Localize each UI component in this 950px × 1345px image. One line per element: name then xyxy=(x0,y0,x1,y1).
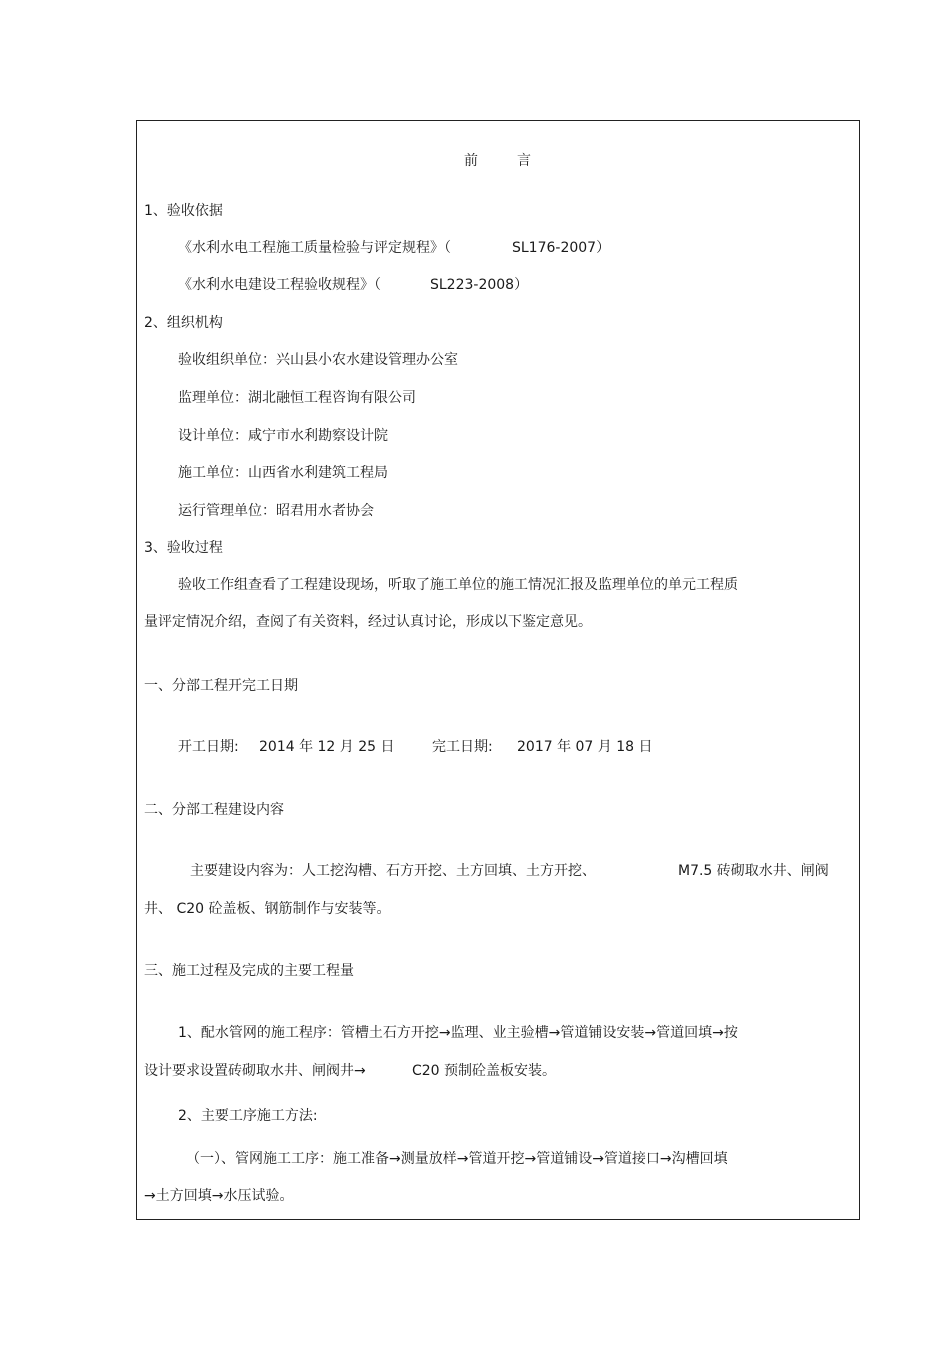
item-1-line-2b: C20 预制砼盖板安装。 xyxy=(412,1063,557,1079)
org-acceptance-unit: 验收组织单位：兴山县小农水建设管理办公室 xyxy=(178,352,458,368)
section-2-heading: 2、组织机构 xyxy=(144,315,223,331)
reference-1-code: SL176-2007） xyxy=(512,240,611,256)
org-construction-unit: 施工单位：山西省水利建筑工程局 xyxy=(178,465,388,481)
section-1-heading: 1、验收依据 xyxy=(144,203,223,219)
item-1-line-1: 1、配水管网的施工程序：管槽土石方开挖→监理、业主验槽→管道铺设安装→管道回填→按 xyxy=(178,1025,738,1041)
part-3-heading: 三、施工过程及完成的主要工程量 xyxy=(144,963,354,979)
item-3-line-2: →土方回填→水压试验。 xyxy=(144,1188,294,1204)
title-char-1: 前 xyxy=(464,153,478,169)
reference-2-code: SL223-2008） xyxy=(430,277,529,293)
process-paragraph-line-2: 量评定情况介绍，查阅了有关资料，经过认真讨论，形成以下鉴定意见。 xyxy=(144,614,592,630)
part-2-heading: 二、分部工程建设内容 xyxy=(144,802,284,818)
end-date-value: 2017 年 07 月 18 日 xyxy=(517,739,653,755)
part-1-heading: 一、分部工程开完工日期 xyxy=(144,678,298,694)
start-date-label: 开工日期: xyxy=(178,739,239,755)
org-design-unit: 设计单位：咸宁市水利勘察设计院 xyxy=(178,428,388,444)
reference-2-text: 《水利水电建设工程验收规程》（ xyxy=(178,277,381,293)
item-2: 2、主要工序施工方法: xyxy=(178,1108,318,1124)
item-3-line-1: （一）、管网施工工序：施工准备→测量放样→管道开挖→管道铺设→管道接口→沟槽回填 xyxy=(186,1151,728,1167)
org-operation-unit: 运行管理单位：昭君用水者协会 xyxy=(178,503,374,519)
end-date-label: 完工日期: xyxy=(432,739,493,755)
section-3-heading: 3、验收过程 xyxy=(144,540,223,556)
org-supervision-unit: 监理单位：湖北融恒工程咨询有限公司 xyxy=(178,390,416,406)
title-char-2: 言 xyxy=(517,153,531,169)
content-line-1a: 主要建设内容为：人工挖沟槽、石方开挖、土方回填、土方开挖、 xyxy=(190,863,596,879)
reference-1-text: 《水利水电工程施工质量检验与评定规程》（ xyxy=(178,240,451,256)
item-1-line-2a: 设计要求设置砖砌取水井、闸阀井→ xyxy=(144,1063,366,1079)
content-line-2: 井、 C20 砼盖板、钢筋制作与安装等。 xyxy=(144,901,391,917)
content-line-1b: M7.5 砖砌取水井、闸阀 xyxy=(678,863,829,879)
start-date-value: 2014 年 12 月 25 日 xyxy=(259,739,395,755)
process-paragraph-line-1: 验收工作组查看了工程建设现场，听取了施工单位的施工情况汇报及监理单位的单元工程质 xyxy=(178,577,738,593)
